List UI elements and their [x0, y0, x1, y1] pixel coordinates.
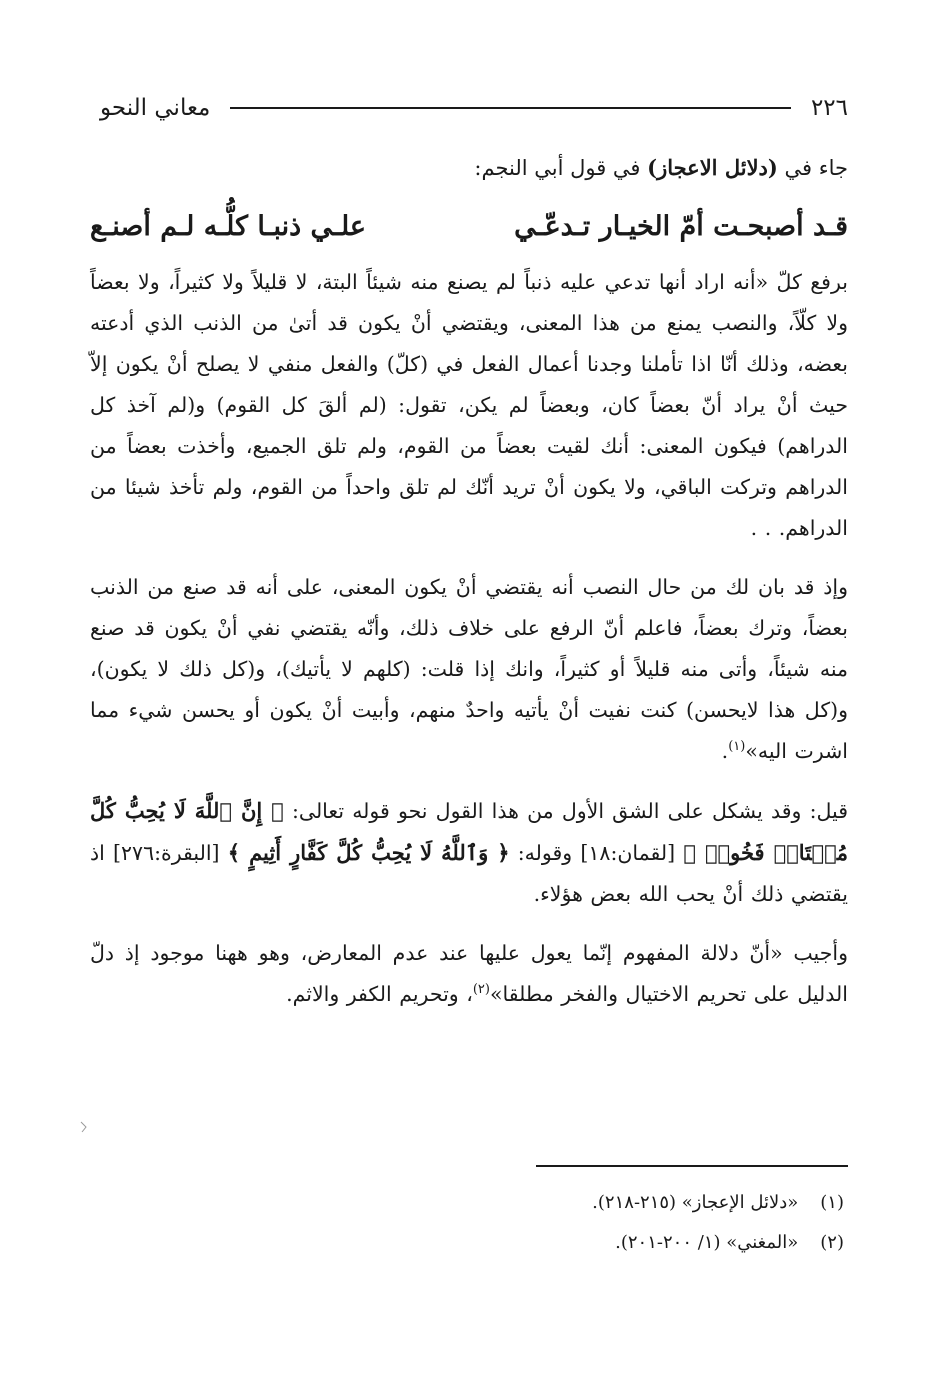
- intro-before: جاء في: [777, 156, 848, 180]
- page-number: ٢٢٦: [810, 95, 848, 121]
- paragraph-3-part-c: [البقرة:٢٧٦] اذ يقتضي ذلك أنْ يحب الله بعض هؤلاء.: [90, 841, 848, 906]
- paragraph-3-part-a: قيل: وقد يشكل على الشق الأول من هذا القول نحو قوله تعالى:: [283, 799, 848, 823]
- header-rule: [230, 107, 791, 109]
- paragraph-4-part-b: ، وتحريم الكفر والاثم.: [286, 982, 473, 1006]
- intro-after: في قول أبي النجم:: [474, 156, 648, 180]
- paragraph-4: [90, 933, 848, 1015]
- poetry-verse: [90, 198, 848, 256]
- paragraph-2-end: .: [721, 739, 729, 763]
- quran-quote-1: ﴿ إِنَّ ٱللَّهَ لَا يُحِبُّ كُلَّ مُخۡتَالٖ فَخُورٖ ﴾: [90, 798, 848, 865]
- running-header: [100, 88, 848, 128]
- intro-bold-title: (دلائل الاعجاز): [647, 155, 778, 180]
- footnote-ref-1: (١): [728, 739, 746, 755]
- footnote-1: [144, 1183, 844, 1223]
- paragraph-3-part-b: [لقمان:١٨] وقوله:: [509, 841, 684, 865]
- footnote-2: [144, 1223, 844, 1263]
- paragraph-3: [90, 790, 848, 915]
- footnote-1-text: «دلائل الإعجاز» (٢١٥-٢١٨).: [592, 1192, 799, 1213]
- scan-mark-icon: [78, 1120, 90, 1134]
- footnote-ref-2: (٢): [472, 982, 490, 998]
- paragraph-2-text: وإذ قد بان لك من حال النصب أنه يقتضي أنْ يكون المعنى، على أنه قد صنع من الذنب بعضاً، وترك بعضاً، فاعلم أنّ الرفع على خلاف ذلك، وأنّه يقتضي نفي أنْ يكون قد صنع منه شيئاً، وأتى منه قليلاً أو كثيراً، وانك إذا قلت: (كلهم لا يأتيك)، و(كل ذلك لا يكون)، و(كل هذا لايحسن) كنت نفيت أنْ يأتيه واحدٌ منهم، وأبيت أنْ يكون أو يحسن شيء مما اشرت اليه»: [90, 575, 848, 763]
- verse-first-hemistich: قـد أصبحـت أمّ الخيـار تـدعّـي: [514, 211, 848, 242]
- footnote-1-mark: (١): [820, 1192, 844, 1213]
- footnotes: [144, 1183, 844, 1263]
- verse-second-hemistich: علـي ذنبـا كلُّـه لـم أصنـع: [90, 211, 367, 242]
- footnote-separator: [536, 1165, 848, 1167]
- footnote-2-text: «المغني» (١/ ٢٠٠-٢٠١).: [615, 1232, 799, 1253]
- page-body: [90, 148, 848, 1033]
- quran-quote-2: ﴿ وَٱللَّهُ لَا يُحِبُّ كُلَّ كَفَّارٍ أَثِيمٍ ﴾: [227, 840, 510, 865]
- paragraph-4-part-a: وأجيب «أنّ دلالة المفهوم إنّما يعول عليها عند عدم المعارض، وهو ههنا موجود إذ دلّ الدليل على تحريم الاختيال والفخر مطلقا»: [90, 941, 848, 1006]
- footnote-2-mark: (٢): [820, 1232, 844, 1253]
- intro-line: [90, 148, 848, 188]
- paragraph-2: [90, 567, 848, 772]
- paragraph-1: برفع كلّ «أنه اراد أنها تدعي عليه ذنباً لم يصنع منه شيئاً البتة، لا قليلاً ولا كثيراً، ولا بعضاً ولا كلّاً، والنصب يمنع من هذا المعنى، ويقتضي أنْ يكون قد أتىٰ من الذنب الذي أدعته بعضه، وذلك أنّا اذا تأملنا وجدنا أعمال الفعل في (كلّ) والفعل منفي لا يصلح أنْ يكون إلاّ حيث أنْ يراد أنّ بعضاً كان، وبعضاً لم يكن، تقول: (لم ألقَ كل القوم) و(لم آخذ كل الدراهم) فيكون المعنى: أنك لقيت بعضاً من القوم، ولم تلق الجميع، وأخذت بعضاً من الدراهم وتركت الباقي، ولا يكون أنْ تريد أنّك لم تلق واحداً من القوم، ولم تأخذ شيئا من الدراهم. . .: [90, 270, 848, 540]
- book-title: معاني النحو: [100, 95, 211, 121]
